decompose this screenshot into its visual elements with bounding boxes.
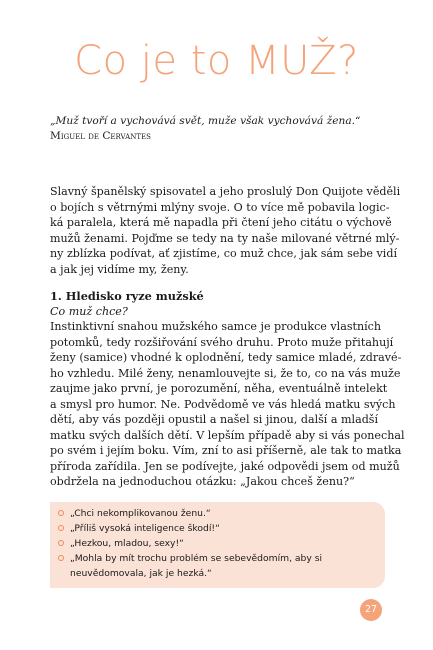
section-heading: 1. Hledisko ryze mužské <box>50 289 204 303</box>
text-line: dětí, aby vás později opustil a našel si jinou, další a mladší <box>50 413 379 426</box>
text-line: o bojích s větrnými mlýny svoje. O to více mě pobavila logic- <box>50 200 390 214</box>
text-line: matku svých dalších dětí. V lepším případě aby si vás ponechal <box>50 428 405 442</box>
text-line: ny zblízka podívat, ať zjistíme, co muž chce, jak sám sebe vidí <box>50 247 397 260</box>
text-line: ká paralela, která mě napadla při čtení jeho citátu o výchově <box>50 216 392 229</box>
circle-bullet-icon <box>58 525 64 531</box>
page-number: 27 <box>360 599 382 621</box>
answer-text-continued: neuvědomovala, jak je hezká.“ <box>70 568 212 579</box>
circle-bullet-icon <box>58 510 64 516</box>
text-line: a smysl pro humor. Ne. Podvědomě ve vás hledá matku svých <box>50 397 396 411</box>
list-item <box>58 521 380 536</box>
section-subheading: Co muž chce? <box>50 305 128 318</box>
list-item <box>58 551 380 581</box>
circle-bullet-icon <box>58 555 64 561</box>
text-line: ženy (samice) vhodné k oplodnění, tedy samice mladé, zdravé- <box>50 351 402 364</box>
epigraph-author: Miguel de Cervantes <box>50 130 151 142</box>
answer-text: „Chci nekomplikovanou ženu.“ <box>70 508 211 519</box>
answers-list <box>58 506 380 581</box>
text-line: zaujme jako první, je porozumění, něha, eventuálně intelekt <box>50 382 388 395</box>
answer-text: „Hezkou, mladou, sexy!“ <box>70 538 184 549</box>
text-line: potomků, tedy rozšiřování svého druhu. Proto muže přitahují <box>50 335 394 349</box>
epigraph <box>50 114 385 144</box>
page-title: Co je to MUŽ? <box>74 38 359 84</box>
circle-bullet-icon <box>58 540 64 546</box>
text-line: a jak jej vidíme my, ženy. <box>50 262 189 276</box>
intro-paragraph <box>50 184 401 277</box>
list-item <box>58 506 380 521</box>
answer-text: „Mohla by mít trochu problém se sebevědomím, aby si <box>70 553 323 564</box>
body-paragraph <box>50 319 405 490</box>
answer-text: „Příliš vysoká inteligence škodí!“ <box>70 523 220 534</box>
text-line: Instinktivní snahou mužského samce je produkce vlastních <box>50 320 382 333</box>
epigraph-quote: „Muž tvoří a vychovává svět, muže však vychovává žena.“ <box>50 115 361 127</box>
text-line: příroda zařídila. Jen se podívejte, jaké odpovědi jsem od mužů <box>50 459 400 473</box>
list-item <box>58 536 380 551</box>
text-line: obdržela na jednoduchou otázku: „Jakou chceš ženu?“ <box>50 475 355 488</box>
text-line: Slavný španělský spisovatel a jeho proslulý Don Quijote vědělі <box>50 185 401 198</box>
text-line: po svém i jejím boku. Vím, zní to asi příšerně, ale tak to matka <box>50 444 402 457</box>
text-line: mužů ženami. Pojďme se tedy na ty naše milované větrné mlý- <box>50 231 400 245</box>
text-line: ho vzhledu. Milé ženy, nenamlouvejte si, že to, co na vás muže <box>50 366 401 380</box>
